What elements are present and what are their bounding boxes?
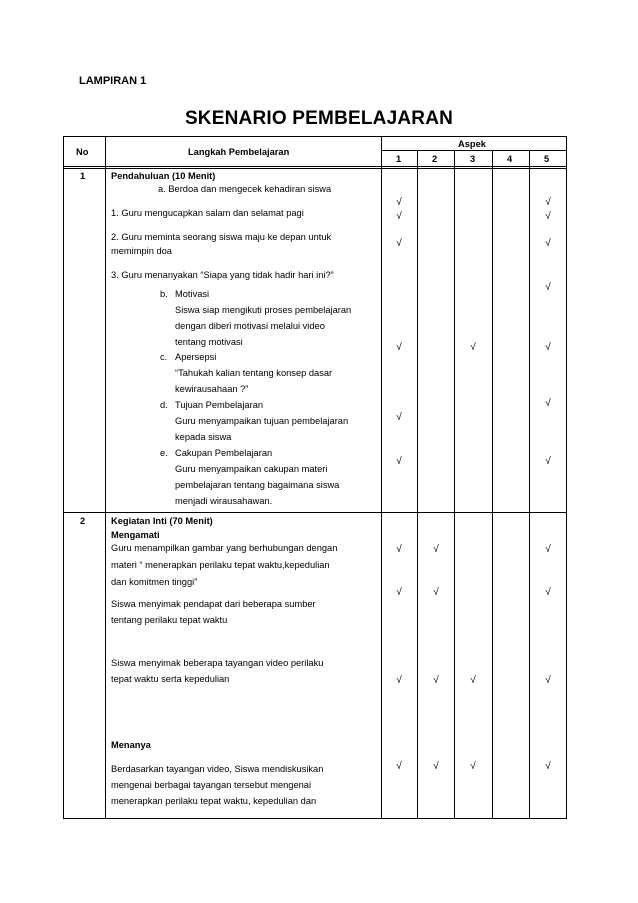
col-line-a4 [529, 150, 530, 819]
row1-item-d-text1: Guru menyampaikan tujuan pembelajaran [175, 416, 349, 426]
col-line-no [105, 136, 106, 819]
skenario-table [63, 136, 567, 819]
row1-item-e-letter: e. [160, 448, 168, 458]
check-mark: √ [396, 211, 402, 222]
check-mark: √ [545, 197, 551, 208]
check-mark: √ [396, 761, 402, 772]
row2-subheading-mengamati: Mengamati [111, 530, 160, 540]
check-mark: √ [396, 675, 402, 686]
aspek-number-2: 2 [432, 154, 438, 164]
row1-item-c-text1: “Tahukah kalian tentang konsep dasar [175, 368, 333, 378]
row1-line-3: 3. Guru menanyakan “Siapa yang tidak hadir hari ini?” [111, 270, 334, 280]
check-mark: √ [396, 587, 402, 598]
row2-number: 2 [80, 516, 86, 526]
col-line-a3 [492, 150, 493, 819]
check-mark: √ [545, 761, 551, 772]
check-mark: √ [396, 342, 402, 353]
col-line-a1 [417, 150, 418, 819]
check-mark: √ [545, 238, 551, 249]
check-mark: √ [433, 675, 439, 686]
check-mark: √ [433, 544, 439, 555]
row1-item-c-title: Apersepsi [175, 352, 217, 362]
check-mark: √ [545, 398, 551, 409]
row1-item-b-letter: b. [160, 289, 168, 299]
row1-line-1: 1. Guru mengucapkan salam dan selamat pagi [111, 208, 304, 218]
row2-text-q1: Berdasarkan tayangan video, Siswa mendiskusikan [111, 764, 324, 774]
check-mark: √ [470, 342, 476, 353]
row1-item-a: a. Berdoa dan mengecek kehadiran siswa [158, 184, 332, 194]
check-mark: √ [545, 456, 551, 467]
check-mark: √ [396, 544, 402, 555]
aspek-number-1: 1 [396, 154, 402, 164]
row1-item-c-text2: kewirausahaan ?” [175, 384, 249, 394]
check-mark: √ [470, 761, 476, 772]
row1-item-b-text2: dengan diberi motivasi melalui video [175, 321, 325, 331]
check-mark: √ [396, 456, 402, 467]
col-header-langkah: Langkah Pembelajaran [188, 147, 290, 157]
col-header-no: No [76, 147, 89, 157]
row2-subheading-menanya: Menanya [111, 740, 151, 750]
row1-item-b-title: Motivasi [175, 289, 210, 299]
check-mark: √ [396, 412, 402, 423]
row2-text-q2: mengenai berbagai tayangan tersebut mengenai [111, 780, 312, 790]
row1-number: 1 [80, 171, 86, 181]
row2-text-m6: Siswa menyimak beberapa tayangan video perilaku [111, 658, 324, 668]
check-mark: √ [433, 761, 439, 772]
row2-text-m7: tepat waktu serta kepedulian [111, 674, 230, 684]
row2-text-m4: Siswa menyimak pendapat dari beberapa sumber [111, 599, 316, 609]
page-title: SKENARIO PEMBELAJARAN [184, 108, 454, 129]
row1-item-e-text3: menjadi wirausahawan. [175, 496, 273, 506]
check-mark: √ [545, 587, 551, 598]
row1-item-d-letter: d. [160, 400, 168, 410]
aspek-number-5: 5 [544, 154, 550, 164]
table-border-left [63, 136, 64, 819]
row1-item-b-text1: Siswa siap mengikuti proses pembelajaran [175, 305, 352, 315]
row1-item-e-text1: Guru menyampaikan cakupan materi [175, 464, 328, 474]
lampiran-label: LAMPIRAN 1 [79, 75, 147, 87]
row2-text-m2: materi “ menerapkan perilaku tepat waktu,kepedulian [111, 560, 330, 570]
table-border-right [566, 136, 567, 819]
check-mark: √ [470, 675, 476, 686]
row1-item-b-text3: tentang motivasi [175, 337, 243, 347]
row1-line-2b: memimpin doa [111, 246, 172, 256]
row1-item-d-text2: kepada siswa [175, 432, 232, 442]
row1-item-c-letter: c. [160, 352, 168, 362]
check-mark: √ [396, 238, 402, 249]
row2-heading: Kegiatan Inti (70 Menit) [111, 516, 213, 526]
table-border-top [63, 136, 567, 137]
row2-text-q3: menerapkan perilaku tepat waktu, kepedulian dan [111, 796, 317, 806]
col-line-a2 [454, 150, 455, 819]
check-mark: √ [545, 211, 551, 222]
row1-item-e-text2: pembelajaran tentang bagaimana siswa [175, 480, 340, 490]
row1-heading: Pendahuluan (10 Menit) [111, 171, 216, 181]
row1-line-2a: 2. Guru meminta seorang siswa maju ke depan untuk [111, 232, 332, 242]
row1-item-e-title: Cakupan Pembelajaran [175, 448, 273, 458]
aspek-number-4: 4 [507, 154, 513, 164]
check-mark: √ [433, 587, 439, 598]
check-mark: √ [545, 282, 551, 293]
row1-item-d-title: Tujuan Pembelajaran [175, 400, 264, 410]
row2-text-m1: Guru menampilkan gambar yang berhubungan dengan [111, 543, 338, 553]
check-mark: √ [545, 675, 551, 686]
col-line-langkah [381, 136, 382, 819]
row2-text-m5: tentang perilaku tepat waktu [111, 615, 228, 625]
check-mark: √ [545, 544, 551, 555]
check-mark: √ [396, 197, 402, 208]
col-header-aspek: Aspek [458, 139, 486, 149]
row2-text-m3: dan komitmen tinggi” [111, 577, 198, 587]
check-mark: √ [545, 342, 551, 353]
aspek-number-3: 3 [470, 154, 476, 164]
